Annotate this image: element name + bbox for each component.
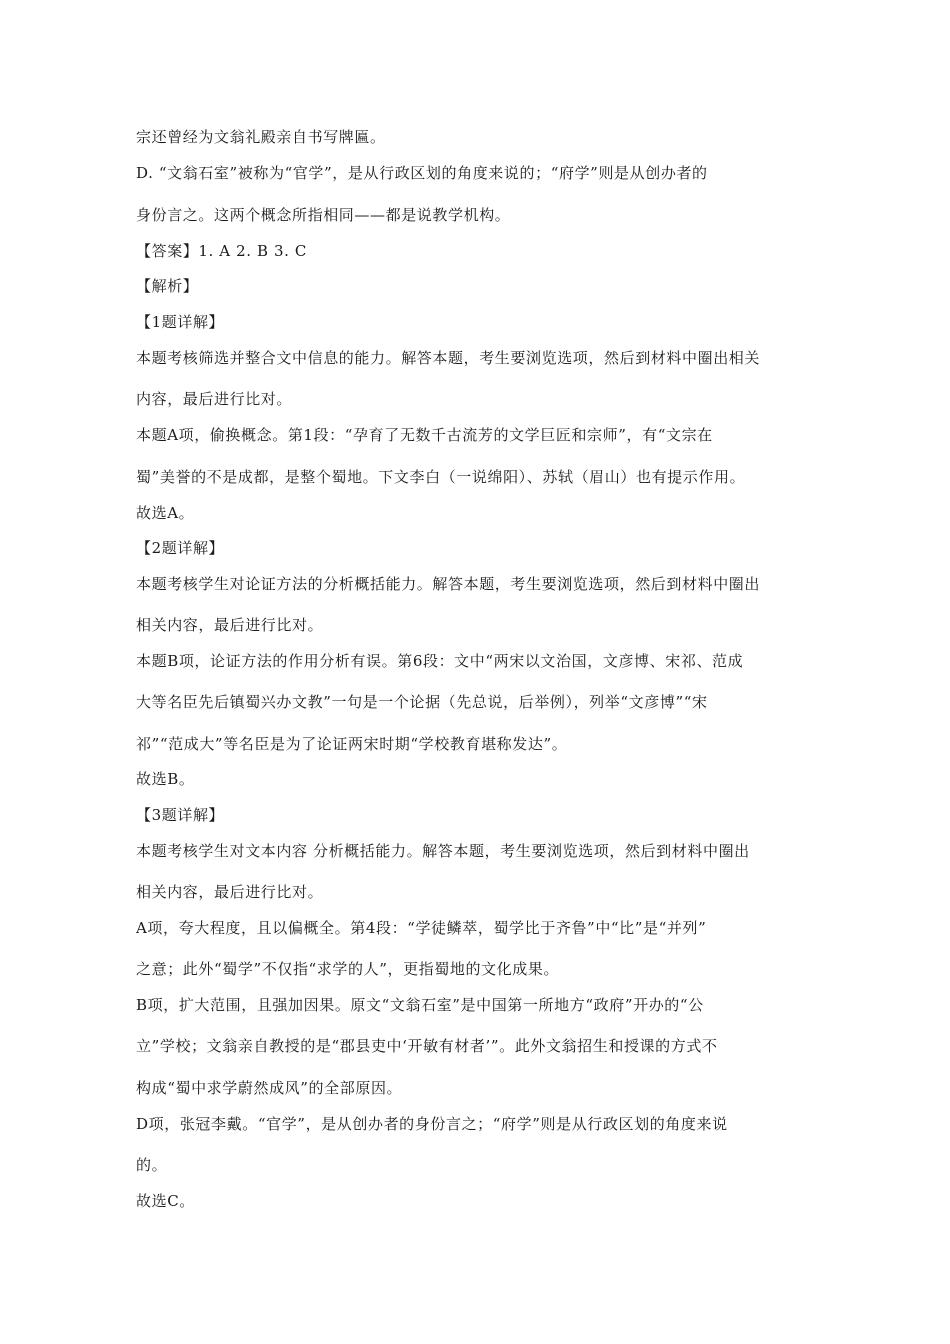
answer-line: 【答案】1. A 2. B 3. C — [136, 242, 307, 260]
text-line: A项，夸大程度，且以偏概全。第4段：“学徒鳞萃，蜀学比于齐鲁”中“比”是“并列” — [136, 919, 707, 937]
text-line: 立”学校；文翁亲自教授的是“郡县吏中‘开敏有材者’”。此外文翁招生和授课的方式不 — [136, 1037, 718, 1055]
text-line: 蜀”美誉的不是成都，是整个蜀地。下文李白（一说绵阳）、苏轼（眉山）也有提示作用。 — [136, 468, 746, 486]
text-line: 祁”“范成大”等名臣是为了论证两宋时期“学校教育堪称发达”。 — [136, 735, 568, 753]
text-line: 本题考核学生对文本内容 分析概括能力。解答本题，考生要浏览选项，然后到材料中圈出 — [136, 842, 750, 860]
text-line: 故选B。 — [136, 770, 195, 788]
text-line: 本题A项，偷换概念。第1段：“孕育了无数千古流芳的文学巨匠和宗师”，有“文宗在 — [136, 426, 713, 444]
text-line: B项，扩大范围，且强加因果。原文“文翁石室”是中国第一所地方“政府”开办的“公 — [136, 996, 704, 1014]
text-line: 故选A。 — [136, 504, 195, 522]
text-line: 宗还曾经为文翁礼殿亲自书写牌匾。 — [136, 128, 386, 146]
text-line: 的。 — [136, 1156, 168, 1174]
text-line: 身份言之。这两个概念所指相同——都是说教学机构。 — [136, 206, 511, 224]
section-heading: 【2题详解】 — [136, 539, 225, 557]
text-line: 故选C。 — [136, 1192, 195, 1210]
text-line: 构成“蜀中求学蔚然成风”的全部原因。 — [136, 1079, 403, 1097]
section-heading: 【解析】 — [136, 277, 199, 295]
section-heading: 【3题详解】 — [136, 806, 225, 824]
text-line: 相关内容，最后进行比对。 — [136, 883, 324, 901]
text-line: 本题B项，论证方法的作用分析有误。第6段：文中“两宋以文治国，文彦博、宋祁、范成 — [136, 652, 744, 670]
section-heading: 【1题详解】 — [136, 313, 225, 331]
text-line: 内容，最后进行比对。 — [136, 390, 293, 408]
text-line: D项，张冠李戴。“官学”，是从创办者的身份言之；“府学”则是从行政区划的角度来说 — [136, 1115, 728, 1133]
text-line: 之意；此外“蜀学”不仅指“求学的人”，更指蜀地的文化成果。 — [136, 960, 560, 978]
text-line: 本题考核筛选并整合文中信息的能力。解答本题，考生要浏览选项，然后到材料中圈出相关 — [136, 349, 761, 367]
text-line: 本题考核学生对论证方法的分析概括能力。解答本题，考生要浏览选项，然后到材料中圈出 — [136, 575, 761, 593]
text-line: 大等名臣先后镇蜀兴办文教”一句是一个论据（先总说，后举例），列举“文彦博”“宋 — [136, 693, 708, 711]
text-line: D. “文翁石室”被称为“官学”，是从行政区划的角度来说的；“府学”则是从创办者的 — [136, 164, 708, 182]
text-line: 相关内容，最后进行比对。 — [136, 616, 324, 634]
